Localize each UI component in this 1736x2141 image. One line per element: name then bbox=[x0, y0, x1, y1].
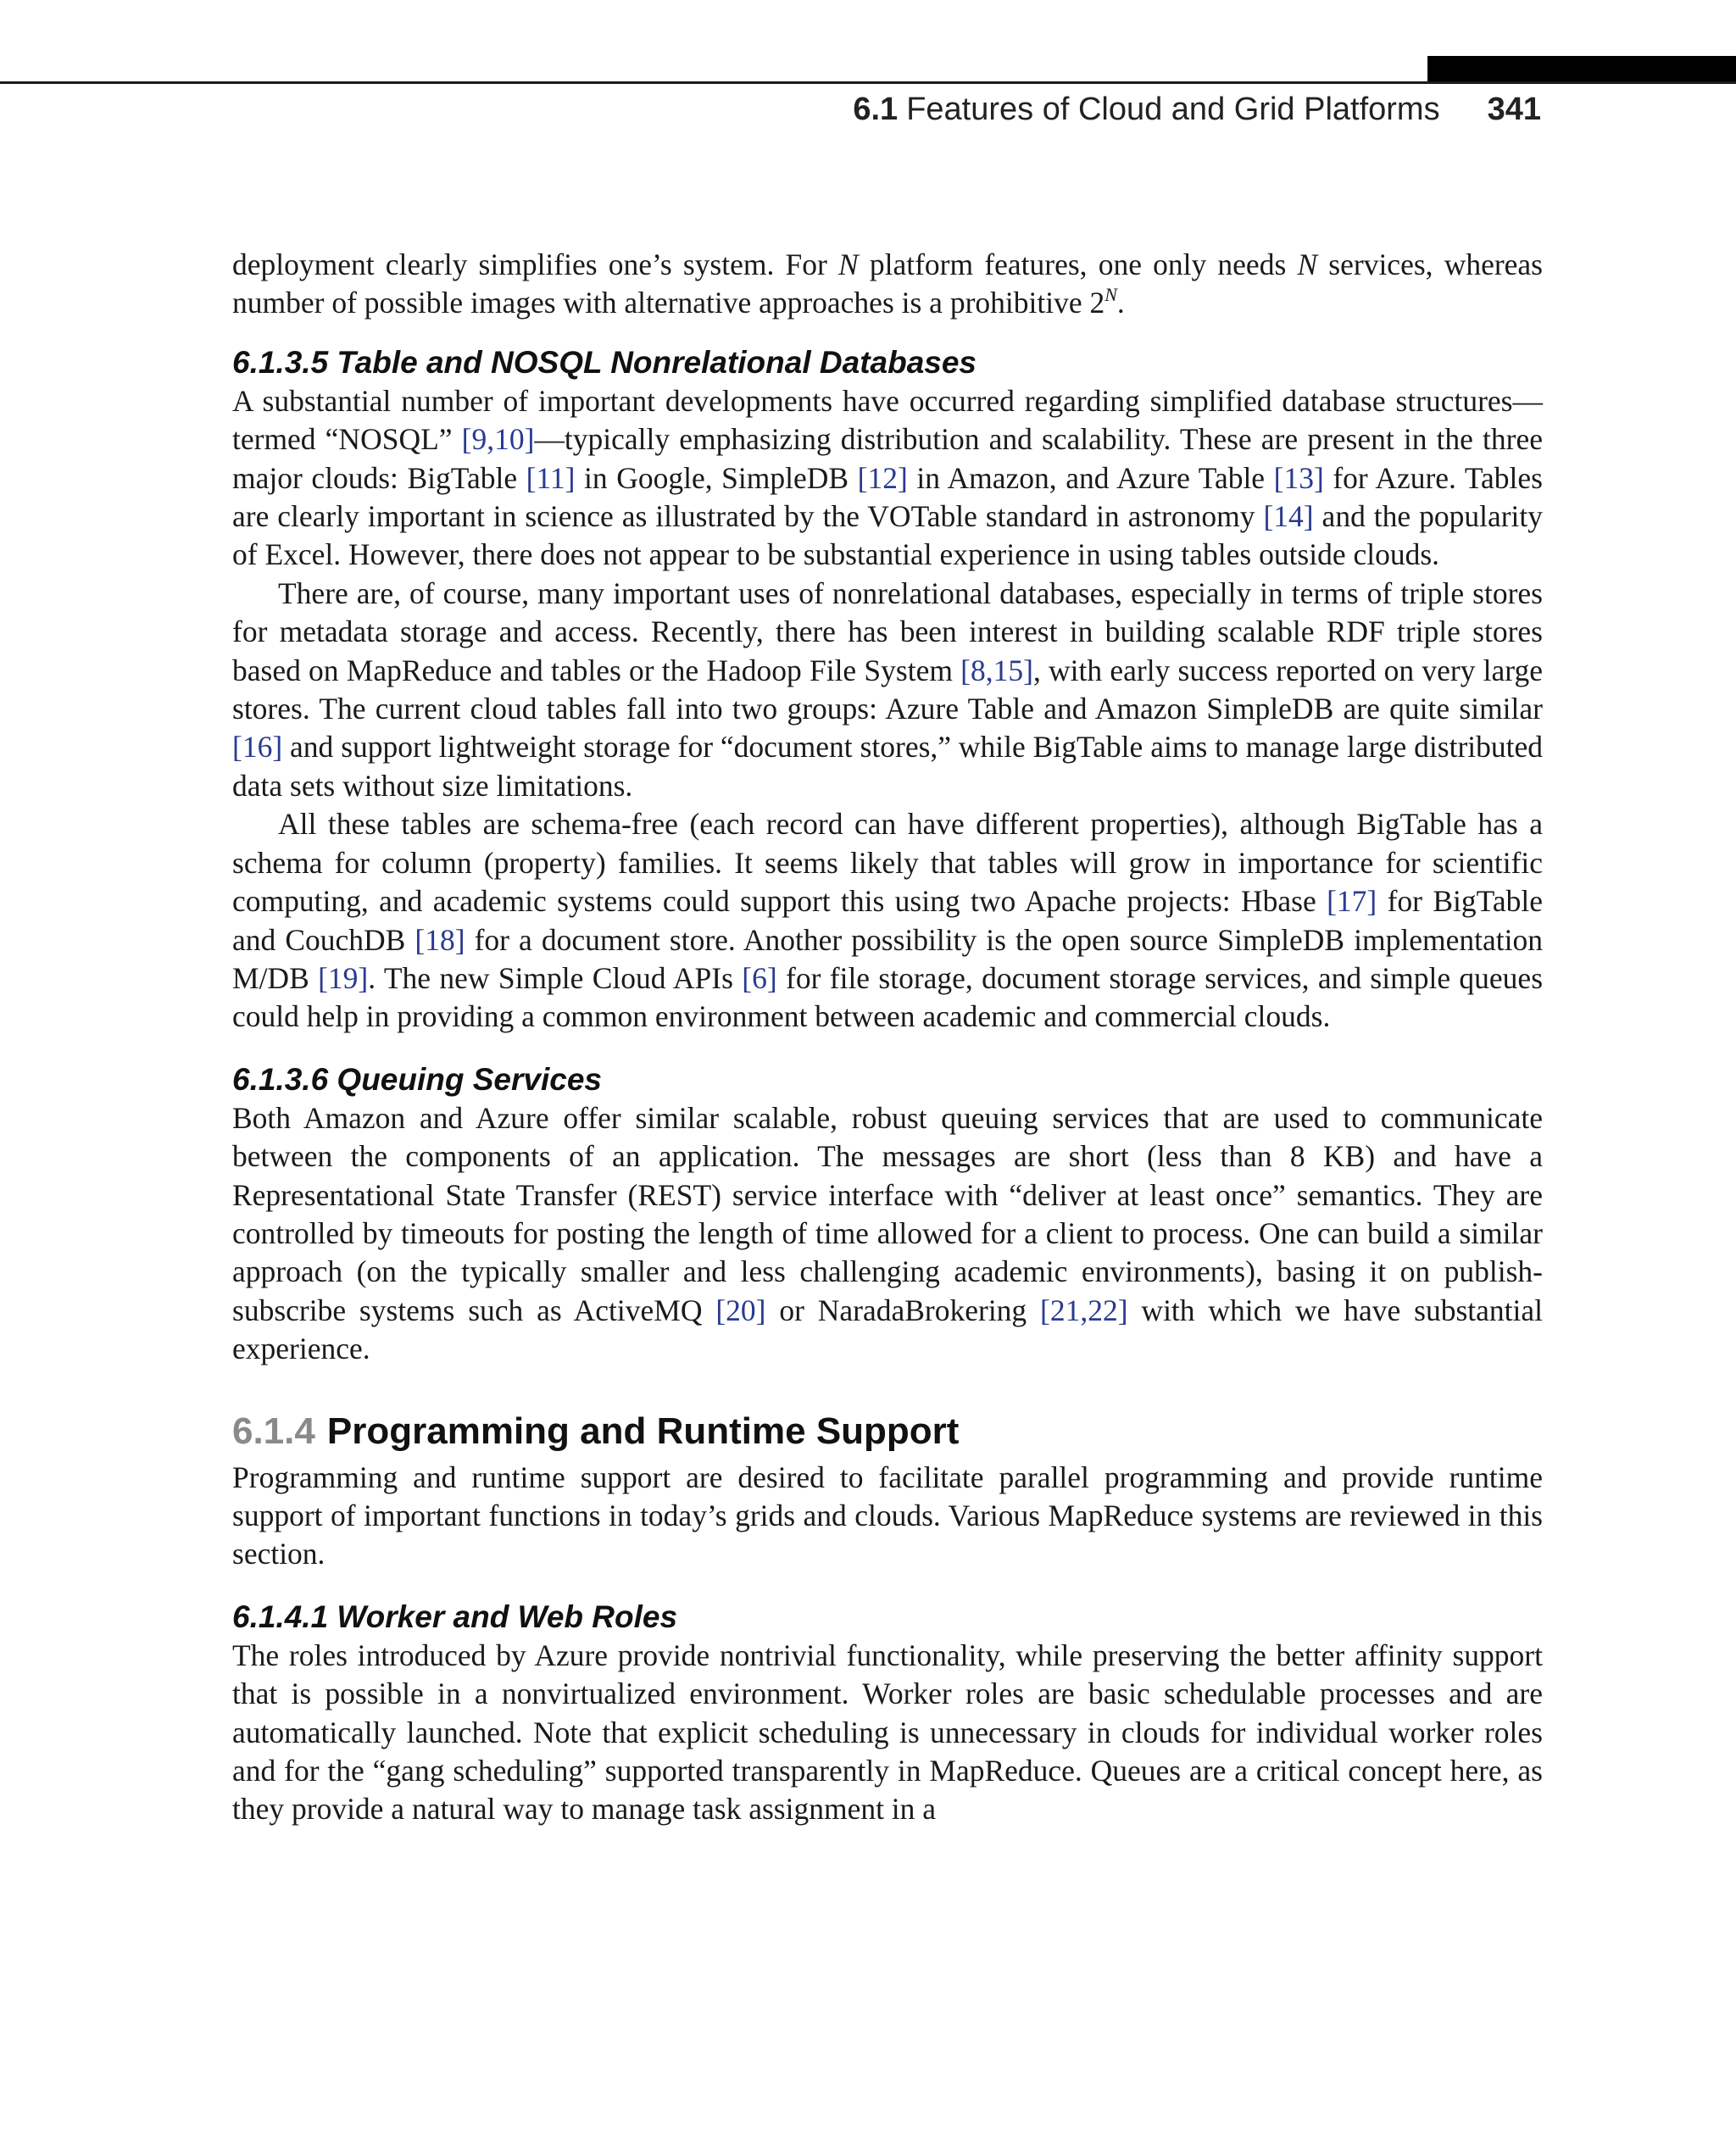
citation-link[interactable]: [12] bbox=[857, 460, 908, 495]
paragraph-runtime-support: Programming and runtime support are desired to facilitate parallel programming and provide runtime support of important functions in today’s grids and clouds. Various MapReduce systems are reviewed in this section. bbox=[232, 1460, 1543, 1571]
citation-link[interactable]: [19] bbox=[318, 960, 369, 995]
heading-6-1-4-1: 6.1.4.1 Worker and Web Roles bbox=[232, 1599, 678, 1634]
heading-6-1-4-title: Programming and Runtime Support bbox=[326, 1410, 960, 1452]
paragraph-worker-roles: The roles introduced by Azure provide nontrivial functionality, while preserving the better affinity support that is possible in a nonvirtualized environment. Worker roles are basic schedulable processes and are automatically launched. Note that explicit scheduling is unnecessary in clouds for individual worker roles and for the “gang scheduling” supported transparently in MapReduce. Queues are a critical concept here, as they provide a natural way to manage task assignment in a bbox=[232, 1638, 1543, 1827]
paragraph-continuation: deployment clearly simplifies one’s system. For N platform features, one only needs N services, whereas number of possible images with alternative approaches is a prohibitive $2^N$. bbox=[232, 247, 1543, 320]
citation-link[interactable]: [18] bbox=[415, 922, 465, 957]
citation-link[interactable]: [16] bbox=[232, 730, 283, 765]
page-body bbox=[232, 246, 1543, 1829]
header-section-title: Features of Cloud and Grid Platforms bbox=[906, 92, 1440, 127]
citation-link[interactable]: [6] bbox=[742, 960, 777, 995]
citation-link[interactable]: [21,22] bbox=[1040, 1293, 1128, 1327]
citation-link[interactable]: [8,15] bbox=[960, 653, 1033, 687]
paragraph-nonrelational: There are, of course, many important uses of nonrelational databases, especially in terms of triple stores for metadata storage and access. Recently, there has been interest in building scalable RDF triple stores based on MapReduce and tables or the Hadoop File System [8,15], with early success reported on very large stores. The current cloud tables fall into two groups: Azure Table and Amazon SimpleDB are quite similar [16] and support lightweight storage for “document stores,” while BigTable aims to manage large distributed data sets without size limitations. bbox=[232, 576, 1543, 803]
citation-link[interactable]: [11] bbox=[526, 460, 576, 495]
citation-link[interactable]: [17] bbox=[1327, 884, 1377, 919]
citation-link[interactable]: [20] bbox=[715, 1293, 766, 1327]
paragraph-schema-free: All these tables are schema-free (each record can have different properties), although BigTable has a schema for column (property) families. It seems likely that tables will grow in importance for scientific computing, and academic systems could support this using two Apache projects: Hbase [17] for BigTable and CouchDB [18] for a document store. Another possibility is the open source SimpleDB implementation M/DB [19]. The new Simple Cloud APIs [6] for file storage, document storage services, and simple queues could help in providing a common environment between academic and commercial clouds. bbox=[232, 807, 1544, 1034]
header-rule bbox=[0, 81, 1736, 84]
heading-6-1-4 bbox=[232, 1410, 1543, 1454]
header-black-bar bbox=[1427, 56, 1736, 83]
page-number: 341 bbox=[1487, 92, 1541, 127]
citation-link[interactable]: [14] bbox=[1263, 499, 1314, 534]
paragraph-nosql-intro: A substantial number of important developments have occurred regarding simplified database structures—termed “NOSQL” [9,10]—typically emphasizing distribution and scalability. These are present in the three major clouds: BigTable [11] in Google, SimpleDB [12] in Amazon, and Azure Table [13] for Azure. Tables are clearly important in science as illustrated by the VOTable standard in astronomy [14] and the popularity of Excel. However, there does not appear to be substantial experience in using tables outside clouds. bbox=[232, 383, 1543, 572]
paragraph-queuing: Both Amazon and Azure offer similar scalable, robust queuing services that are used to communicate between the components of an application. The messages are short (less than 8 KB) and have a Representational State Transfer (REST) service interface with “deliver at least once” semantics. They are controlled by timeouts for posting the length of time allowed for a client to process. One can build a similar approach (on the typically smaller and less challenging academic environments), basing it on publish-subscribe systems such as ActiveMQ [20] or NaradaBrokering [21,22] with which we have substantial experience. bbox=[232, 1100, 1543, 1366]
heading-6-1-4-number: 6.1.4 bbox=[232, 1410, 315, 1452]
heading-6-1-3-6: 6.1.3.6 Queuing Services bbox=[232, 1061, 602, 1097]
citation-link[interactable]: [13] bbox=[1273, 460, 1324, 495]
running-header bbox=[853, 92, 1541, 128]
citation-link[interactable]: [9,10] bbox=[461, 422, 535, 457]
heading-6-1-3-5: 6.1.3.5 Table and NOSQL Nonrelational Databases bbox=[232, 344, 977, 380]
header-section-number: 6.1 bbox=[853, 92, 899, 127]
